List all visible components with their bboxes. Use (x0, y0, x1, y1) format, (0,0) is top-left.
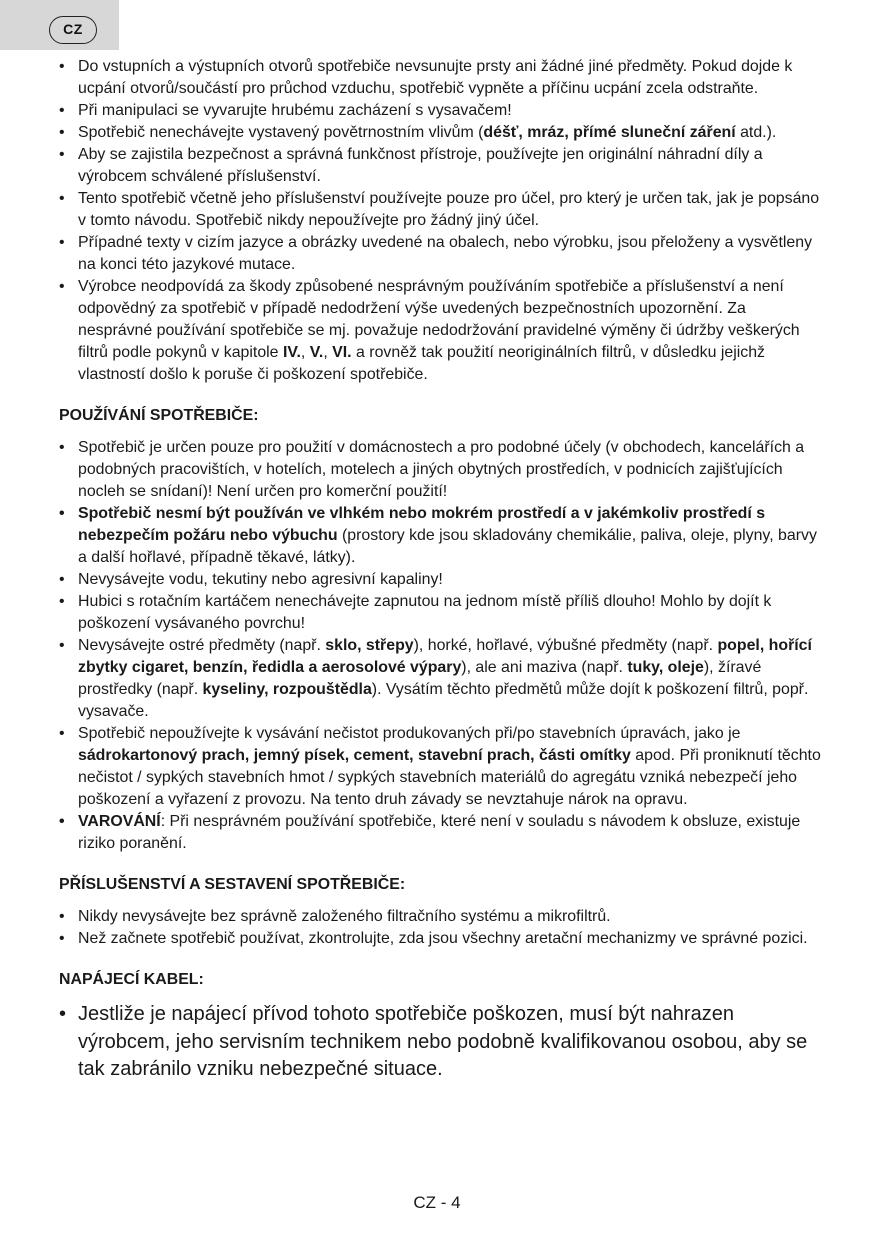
list-item: • Nevysávejte ostré předměty (např. sklo, střepy), horké, hořlavé, výbušné předměty (např. popel, hořící zbytky cigaret, benzín, ředidla a aerosolové výpary), ale ani maziva (např. tuky, oleje), žíravé prostředky (např. kyseliny, rozpouštědla). Vysátím těchto předmětů může dojít k poškození filtrů, popř. vysavače. (59, 635, 824, 723)
list-item: • Spotřebič nenechávejte vystavený povětrnostním vlivům (déšť, mráz, přímé sluneční záření atd.). (59, 122, 824, 144)
language-tab (0, 0, 119, 50)
list-item: • Výrobce neodpovídá za škody způsobené nesprávným používáním spotřebiče a příslušenství a není odpovědný za spotřebič v případě nedodržení výše uvedených bezpečnostních upozornění. Za nesprávné používání spotřebiče se mj. považuje nedodržování pravidelné výměny či údržby veškerých filtrů podle pokynů v kapitole IV., V., VI. a rovněž tak použití neoriginálních filtrů, v důsledku jejichž vlastností došlo k poruše či poškození spotřebiče. (59, 276, 824, 386)
power-cable-section (59, 969, 824, 1084)
list-item: • Při manipulaci se vyvarujte hrubému zacházení s vysavačem! (59, 100, 824, 122)
list-item: • Spotřebič nepoužívejte k vysávání nečistot produkovaných při/po stavebních úpravách, jako je sádrokartonový prach, jemný písek, cement, stavební prach, části omítky apod. Při proniknutí těchto nečistot / sypkých stavebních hmot / sypkých stavebních materiálů do agregátu vzniká nebezpečí jeho poškození a vyřazení z provozu. Na tento druh závady se nevztahuje nárok na opravu. (59, 723, 824, 811)
language-badge: CZ (49, 16, 97, 44)
section-heading: PŘÍSLUŠENSTVÍ A SESTAVENÍ SPOTŘEBIČE: (59, 876, 406, 893)
usage-section (59, 405, 824, 855)
power-list (59, 1001, 824, 1084)
list-item: • Hubici s rotačním kartáčem nenechávejte zapnutou na jednom místě příliš dlouho! Mohlo by dojít k poškození vysávaného povrchu! (59, 591, 824, 635)
list-item: • Spotřebič je určen pouze pro použití v domácnostech a pro podobné účely (v obchodech, kancelářích a podobných pracovištích, v hotelích, motelech a jiných obytných prostředích, v podnicích zajišťujících nocleh se snídaní)! Není určen pro komerční použití! (59, 437, 824, 503)
usage-list (59, 437, 824, 855)
list-item: • Případné texty v cizím jazyce a obrázky uvedené na obalech, nebo výrobku, jsou přeloženy a vysvětleny na konci této jazykové mutace. (59, 232, 824, 276)
page-number: CZ - 4 (413, 1193, 461, 1212)
accessories-list (59, 906, 824, 950)
list-item: • Do vstupních a výstupních otvorů spotřebiče nevsunujte prsty ani žádné jiné předměty. Pokud dojde k ucpání otvorů/součástí pro průchod vzduchu, spotřebič vypněte a příčinu ucpání zcela odstraňte. (59, 56, 824, 100)
list-item: • Tento spotřebič včetně jeho příslušenství používejte pouze pro účel, pro který je určen tak, jak je popsáno v tomto návodu. Spotřebič nikdy nepoužívejte pro žádný jiný účel. (59, 188, 824, 232)
list-item: • Nevysávejte vodu, tekutiny nebo agresivní kapaliny! (59, 569, 824, 591)
list-item: • Nikdy nevysávejte bez správně založeného filtračního systému a mikrofiltrů. (59, 906, 824, 928)
list-item: • Než začnete spotřebič používat, zkontrolujte, zda jsou všechny aretační mechanizmy ve správné pozici. (59, 928, 824, 950)
section-heading: POUŽÍVÁNÍ SPOTŘEBIČE: (59, 407, 259, 424)
list-item: • Aby se zajistila bezpečnost a správná funkčnost přístroje, používejte jen originální náhradní díly a výrobcem schválené příslušenství. (59, 144, 824, 188)
safety-list (59, 56, 824, 386)
page-content (59, 56, 824, 1084)
list-item: • Jestliže je napájecí přívod tohoto spotřebiče poškozen, musí být nahrazen výrobcem, jeho servisním technikem nebo podobně kvalifikovanou osobou, aby se tak zabránilo vzniku nebezpečné situace. (59, 1001, 824, 1084)
section-heading: NAPÁJECÍ KABEL: (59, 971, 204, 988)
list-item: • Spotřebič nesmí být používán ve vlhkém nebo mokrém prostředí a v jakémkoliv prostředí s nebezpečím požáru nebo výbuchu (prostory kde jsou skladovány chemikálie, paliva, oleje, plyny, barvy a další hořlavé, případně těkavé, látky). (59, 503, 824, 569)
accessories-section (59, 874, 824, 950)
list-item: • VAROVÁNÍ: Při nesprávném používání spotřebiče, které není v souladu s návodem k obsluze, existuje riziko poranění. (59, 811, 824, 855)
